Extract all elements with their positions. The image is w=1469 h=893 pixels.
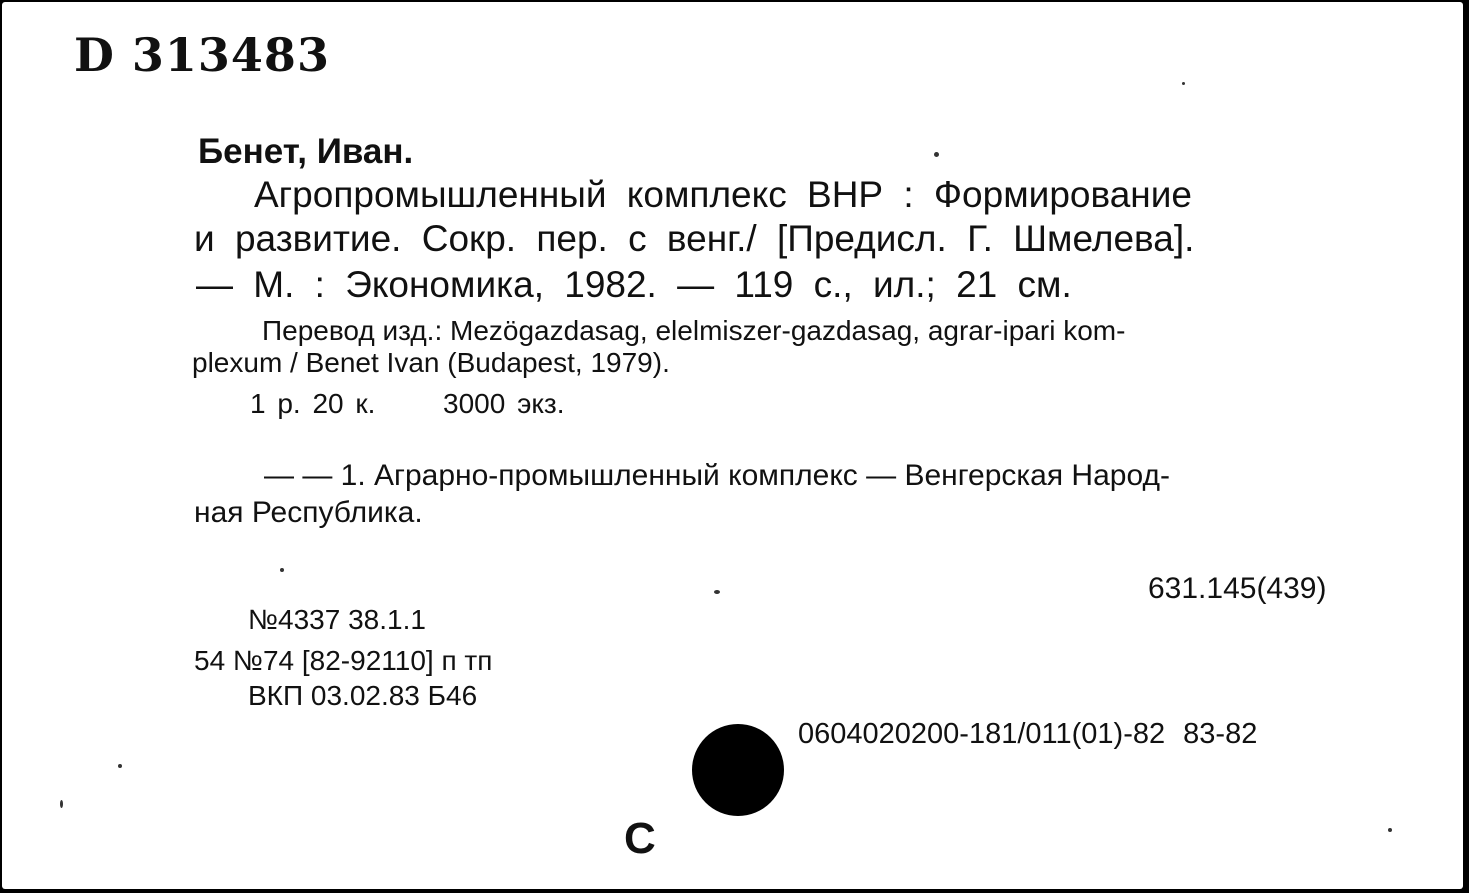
print-run: 3000 экз. bbox=[443, 388, 565, 419]
registry-line-3: ВКП 03.02.83 Б46 bbox=[248, 680, 478, 711]
catalog-code: 0604020200-181/011(01)-82 83-82 bbox=[798, 718, 1258, 750]
price-line bbox=[250, 388, 565, 420]
bottom-letter: С bbox=[624, 814, 656, 863]
translation-note-line-1: Перевод изд.: Mezögazdasag, elelmiszer-gazdasag, agrar-ipari kom- bbox=[262, 315, 1126, 346]
speck bbox=[714, 590, 720, 594]
price: 1 р. 20 к. bbox=[250, 388, 376, 419]
registry-line-1: №4337 38.1.1 bbox=[248, 604, 426, 635]
speck bbox=[280, 568, 284, 572]
punch-hole bbox=[692, 724, 784, 816]
subject-line-1: — — 1. Аграрно-промышленный комплекс — Венгерская Народ- bbox=[264, 459, 1170, 492]
registry-line-2: 54 №74 [82-92110] п тп bbox=[194, 645, 493, 676]
catalog-card bbox=[2, 2, 1463, 889]
speck bbox=[60, 800, 63, 808]
udc-code: 631.145(439) bbox=[1148, 572, 1327, 605]
subject-line-2: ная Республика. bbox=[194, 496, 423, 529]
title-line-2: и развитие. Сокр. пер. с венг./ [Предисл. Г. Шмелева]. bbox=[194, 218, 1195, 259]
author-heading: Бенет, Иван. bbox=[198, 132, 414, 171]
call-number: D 313483 bbox=[74, 28, 330, 82]
speck bbox=[118, 764, 122, 768]
title-line-1: Агропромышленный комплекс ВНР : Формирование bbox=[254, 174, 1192, 215]
speck bbox=[1182, 82, 1185, 85]
title-line-3: — М. : Экономика, 1982. — 119 с., ил.; 21 см. bbox=[196, 264, 1072, 305]
translation-note-line-2: plexum / Benet Ivan (Budapest, 1979). bbox=[192, 347, 670, 378]
speck bbox=[934, 152, 939, 157]
speck bbox=[1388, 828, 1392, 832]
